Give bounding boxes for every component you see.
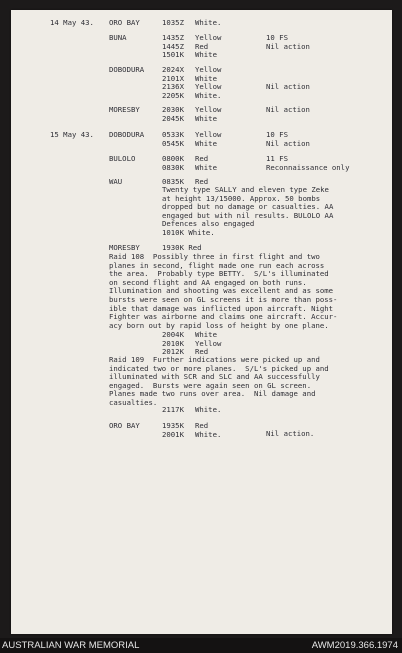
entry-colour: Red — [195, 177, 209, 186]
entry-colour: Yellow White — [195, 105, 222, 123]
entry-time: 1935K 2001K — [162, 421, 184, 439]
entry-date: 15 May 43. — [50, 130, 94, 139]
entry-colour: White. — [195, 405, 222, 414]
entry-time: 0800K 0830K — [162, 154, 184, 172]
document-page — [11, 10, 392, 634]
entry-colour: Yellow Red White — [195, 33, 222, 60]
entry-date: 14 May 43. — [50, 18, 94, 27]
entry-time: 2117K — [162, 405, 184, 414]
entry-time: 0533K 0545K — [162, 130, 184, 148]
entry-time: 2004K 2010K 2012K — [162, 330, 184, 357]
entry-time: 1035Z — [162, 18, 184, 27]
entry-place: BUNA — [109, 33, 127, 42]
entry-time: 0835K — [162, 177, 184, 186]
entry-colour: Red White. — [195, 421, 222, 439]
entry-place: Raid 108 Possibly three in first flight and two planes in second, flight made one run each across the area. Probably type BETTY. S/L's illuminated on second flight and AA engaged on both runs. Illumination and shooting was excellent and as some bursts were seen on GL screens it is more than poss- ible that damage was inflicted upon aircraft. Night Fighter was airborne and claims one aircraft. Accur- acy born out by rapid loss of height by one plane. — [109, 252, 338, 330]
entry-place: ORO BAY — [109, 18, 140, 27]
entry-place: BULOLO — [109, 154, 136, 163]
entry-place: DOBODURA — [109, 130, 145, 139]
entry-colour: White Yellow Red — [195, 330, 222, 357]
entry-colour: Yellow White Yellow White. — [195, 65, 222, 100]
entry-result: 11 FS Reconnaissance only — [266, 154, 350, 172]
entry-result: Nil action — [266, 105, 310, 114]
entry-colour: White. — [195, 18, 222, 27]
entry-narrative: Twenty type SALLY and eleven type Zeke at height 13/15000. Approx. 50 bombs dropped but no damage or casualties. AA engaged but with nil results. BULOLO AA Defences also engaged — [162, 185, 334, 229]
footer-accession-number: AWM2019.366.1974 — [311, 640, 398, 651]
entry-result: Nil action — [266, 82, 310, 91]
entry-result: 10 FS Nil action — [266, 33, 310, 51]
entry-colour: Red White — [195, 154, 217, 172]
entry-place: WAU — [109, 177, 123, 186]
entry-result: Nil action. — [266, 429, 315, 438]
archive-footer — [0, 638, 402, 653]
entry-place: ORO BAY — [109, 421, 140, 430]
entry-result: 10 FS Nil action — [266, 130, 310, 148]
footer-institution: AUSTRALIAN WAR MEMORIAL — [2, 640, 140, 651]
entry-place: MORESBY — [109, 243, 140, 252]
entry-time: 1930K Red — [162, 243, 202, 252]
entry-colour: Yellow White — [195, 130, 222, 148]
entry-time: 1010K White. — [162, 228, 215, 237]
entry-place: DOBODURA — [109, 65, 145, 74]
entry-time: 1435Z 1445Z 1501K — [162, 33, 184, 60]
entry-time: 2024X 2101X 2136X 2205K — [162, 65, 184, 100]
entry-place: MORESBY — [109, 105, 140, 114]
entry-time: 2030K 2045K — [162, 105, 184, 123]
entry-place: Raid 109 Further indications were picked up and indicated two or more planes. S/L's picked up and illuminated with SCR and SLC and AA successfully engaged. Bursts were again seen on GL screen. Planes made two runs over area. Nil damage and casualties. — [109, 355, 329, 407]
